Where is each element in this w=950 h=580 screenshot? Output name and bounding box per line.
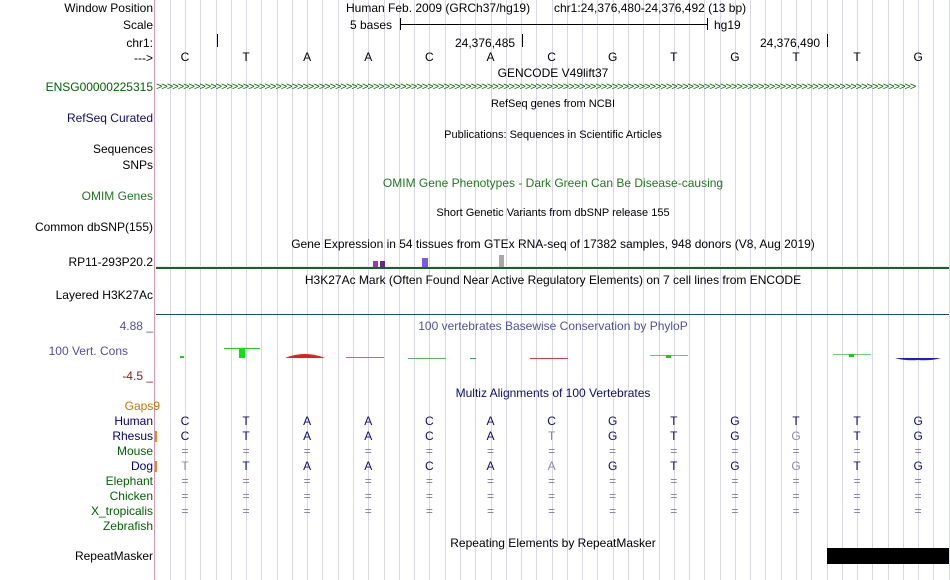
base-letter: G: [608, 50, 618, 64]
alignment-base: =: [609, 444, 617, 458]
gencode-track-title[interactable]: GENCODE V49lift37: [497, 66, 609, 80]
alignment-base: =: [914, 504, 922, 518]
repeatmasker-element[interactable]: [827, 548, 949, 564]
ruler-tick: [217, 34, 218, 47]
alignment-base: A: [486, 429, 495, 443]
phylop-signal[interactable]: [239, 348, 245, 358]
alignment-base: =: [792, 504, 800, 518]
alignment-base: C: [425, 459, 434, 473]
alignment-base: =: [548, 489, 556, 503]
alignment-base: G: [791, 459, 801, 473]
h3k27ac-track-title[interactable]: H3K27Ac Mark (Often Found Near Active Regulatory Elements) on 7 cell lines from ENCODE: [304, 273, 802, 287]
gaps9-label[interactable]: Gaps9: [124, 399, 160, 413]
scale-bar-text: 5 bases: [350, 18, 393, 32]
alignment-base: =: [670, 489, 678, 503]
alignment-base: =: [303, 504, 311, 518]
alignment-base: A: [547, 459, 556, 473]
base-letter: T: [792, 50, 800, 64]
alignment-base: C: [425, 414, 434, 428]
base-letter: T: [670, 50, 678, 64]
alignment-base: =: [425, 504, 433, 518]
alignment-base: T: [242, 459, 250, 473]
alignment-base: =: [181, 444, 189, 458]
alignment-base: A: [364, 459, 373, 473]
window-position-label: Window Position: [64, 1, 153, 15]
alignment-base: =: [181, 474, 189, 488]
alignment-base: =: [181, 504, 189, 518]
label-separator: [154, 0, 155, 580]
alignment-base: G: [608, 459, 618, 473]
base-letter: A: [303, 50, 312, 64]
alignment-base: =: [242, 489, 250, 503]
species-label-rhesus[interactable]: Rhesus: [112, 429, 153, 443]
base-letter: C: [425, 50, 434, 64]
alignment-base: =: [303, 444, 311, 458]
phylop-signal[interactable]: [895, 357, 941, 361]
phylop-signal[interactable]: [849, 354, 854, 357]
scale-bar-left-tick: [400, 18, 401, 30]
species-label-dog[interactable]: Dog: [130, 459, 153, 473]
base-letter: C: [547, 50, 556, 64]
alignment-base: G: [608, 414, 618, 428]
alignment-base: =: [364, 489, 372, 503]
alignment-base: T: [792, 414, 800, 428]
gencode-gene-feature[interactable]: >>>>>>>>>>>>>>>>>>>>>>>>>>>>>>>>>>>>>>>>>>>>>>>>>>>>>>>>>>>>>>>>>>>>>>>>>>>>>>>>>>>>>>>>>>>>>>>>>>>>>>>>>>>>>>>>>>>>>>>>>>>>>>>>>>>>>>>>>>>>: [156, 81, 916, 93]
alignment-base: =: [425, 489, 433, 503]
sequences-label[interactable]: Sequences: [92, 142, 153, 156]
alignment-base: A: [486, 414, 495, 428]
layered-h3k27ac-label[interactable]: Layered H3K27Ac: [55, 288, 153, 302]
cons-max-label: 4.88 _: [119, 319, 153, 333]
alignment-base: =: [792, 489, 800, 503]
alignment-base: =: [425, 444, 433, 458]
alignment-base: C: [180, 414, 190, 428]
alignment-base: =: [670, 504, 678, 518]
alignment-base: =: [425, 474, 433, 488]
alignment-base: =: [853, 489, 861, 503]
species-label-x_tropicalis[interactable]: X_tropicalis: [90, 504, 153, 518]
alignment-base: =: [242, 444, 250, 458]
position-range: chr1:24,376,480-24,376,492 (13 bp): [554, 1, 747, 15]
alignment-base: T: [670, 429, 678, 443]
scale-bar-right-tick: [707, 18, 708, 30]
base-letter: G: [730, 50, 740, 64]
base-letter: T: [853, 50, 861, 64]
omim-track-title[interactable]: OMIM Gene Phenotypes - Dark Green Can Be Disease-causing: [382, 176, 724, 190]
alignment-base: A: [364, 429, 373, 443]
refseq-track-title[interactable]: RefSeq genes from NCBI: [490, 98, 616, 110]
alignment-base: =: [853, 444, 861, 458]
alignment-base: A: [303, 414, 312, 428]
gtex-expression-bar[interactable]: [499, 255, 504, 267]
alignment-base: =: [364, 504, 372, 518]
alignment-base: T: [181, 459, 189, 473]
alignment-base: =: [548, 504, 556, 518]
alignment-base: =: [486, 489, 494, 503]
alignment-base: =: [486, 474, 494, 488]
publications-track-title[interactable]: Publications: Sequences in Scientific Articles: [444, 129, 662, 141]
alignment-base: =: [731, 489, 739, 503]
alignment-base: =: [609, 474, 617, 488]
base-letter: T: [242, 50, 250, 64]
scale-bar: [400, 24, 707, 25]
snps-label[interactable]: SNPs: [122, 158, 153, 172]
phylop-signal[interactable]: [346, 357, 384, 358]
alignment-base: =: [609, 504, 617, 518]
alignment-base: =: [670, 444, 678, 458]
alignment-base: T: [242, 414, 250, 428]
alignment-base: T: [853, 414, 861, 428]
scale-label: Scale: [122, 18, 153, 32]
alignment-base: =: [303, 474, 311, 488]
alignment-base: A: [364, 414, 373, 428]
base-letter: C: [180, 50, 190, 64]
ruler-tick: [522, 34, 523, 47]
species-label-mouse[interactable]: Mouse: [116, 444, 153, 458]
alignment-base: A: [486, 459, 495, 473]
alignment-base: =: [853, 504, 861, 518]
strand-arrow-label[interactable]: --->: [134, 51, 153, 65]
alignment-base: =: [731, 504, 739, 518]
species-label-zebrafish[interactable]: Zebrafish: [102, 519, 153, 533]
base-letter: G: [913, 50, 923, 64]
alignment-base: =: [486, 444, 494, 458]
h3k27ac-track-border: [156, 314, 949, 315]
alignment-base: G: [730, 429, 740, 443]
alignment-base: =: [914, 474, 922, 488]
alignment-base: G: [913, 429, 923, 443]
base-letter: A: [364, 50, 373, 64]
alignment-base: =: [548, 474, 556, 488]
scale-db: hg19: [714, 18, 741, 32]
vert-cons-label[interactable]: 100 Vert. Cons: [48, 344, 128, 358]
species-label-elephant[interactable]: Elephant: [105, 474, 153, 488]
phylop-signal[interactable]: [666, 355, 671, 358]
alignment-base: G: [608, 429, 618, 443]
alignment-base: G: [730, 459, 740, 473]
alignment-base: T: [670, 414, 678, 428]
assembly-name: Human Feb. 2009 (GRCh37/hg19): [346, 1, 531, 15]
alignment-base: =: [364, 474, 372, 488]
alignment-base: T: [670, 459, 678, 473]
alignment-base: =: [303, 489, 311, 503]
alignment-base: C: [547, 414, 556, 428]
phylop-signal[interactable]: [530, 358, 568, 359]
alignment-base: =: [853, 474, 861, 488]
alignment-base: T: [853, 429, 861, 443]
alignment-base: =: [670, 474, 678, 488]
alignment-base: =: [548, 444, 556, 458]
alignment-break-marker: [155, 431, 157, 442]
phylop-signal[interactable]: [470, 358, 476, 359]
repeatmasker-label[interactable]: RepeatMasker: [74, 549, 153, 563]
chrom-label: chr1:: [126, 36, 153, 50]
gene-id-label[interactable]: ENSG00000225315: [45, 80, 153, 94]
alignment-base: T: [547, 429, 556, 443]
phylop-signal[interactable]: [180, 356, 184, 358]
gtex-expression-bar[interactable]: [422, 258, 428, 267]
common-dbsnp-label[interactable]: Common dbSNP(155): [34, 220, 153, 234]
alignment-base: A: [303, 459, 312, 473]
alignment-base: =: [792, 474, 800, 488]
alignment-base: G: [791, 429, 801, 443]
alignment-base: G: [913, 459, 923, 473]
alignment-base: =: [242, 504, 250, 518]
alignment-base: =: [242, 474, 250, 488]
alignment-break-marker: [155, 461, 157, 472]
alignment-base: =: [914, 489, 922, 503]
cons-min-label: -4.5 _: [122, 369, 153, 383]
phylop-track-title[interactable]: 100 vertebrates Basewise Conservation by PhyloP: [418, 319, 688, 333]
alignment-base: =: [731, 474, 739, 488]
species-label-chicken[interactable]: Chicken: [109, 489, 153, 503]
alignment-base: =: [486, 504, 494, 518]
gtex-track-title[interactable]: Gene Expression in 54 tissues from GTEx RNA-seq of 17382 samples, 948 donors (V8, Aug 2019): [291, 237, 815, 251]
dbsnp-track-title[interactable]: Short Genetic Variants from dbSNP release 155: [436, 207, 670, 219]
multiz-track-title[interactable]: Multiz Alignments of 100 Vertebrates: [455, 386, 651, 400]
alignment-base: A: [303, 429, 312, 443]
phylop-signal[interactable]: [408, 358, 446, 359]
alignment-base: C: [180, 429, 190, 443]
alignment-base: =: [364, 444, 372, 458]
alignment-base: T: [853, 459, 861, 473]
alignment-base: =: [609, 489, 617, 503]
rp11-gene-label[interactable]: RP11-293P20.2: [68, 255, 153, 269]
alignment-base: =: [792, 444, 800, 458]
base-letter: A: [486, 50, 495, 64]
species-label-human[interactable]: Human: [114, 414, 153, 428]
phylop-signal[interactable]: [285, 350, 325, 360]
alignment-base: T: [242, 429, 250, 443]
alignment-base: =: [731, 444, 739, 458]
ruler-tick: [827, 34, 828, 47]
alignment-base: G: [730, 414, 740, 428]
alignment-base: C: [425, 429, 434, 443]
alignment-base: =: [914, 444, 922, 458]
refseq-curated-label[interactable]: RefSeq Curated: [66, 111, 153, 125]
gtex-track-border: [156, 267, 949, 269]
repeatmasker-track-title[interactable]: Repeating Elements by RepeatMasker: [450, 536, 656, 550]
omim-genes-label[interactable]: OMIM Genes: [81, 189, 153, 203]
ruler-coord-2: 24,376,490: [760, 36, 821, 50]
ruler-coord-1: 24,376,485: [455, 36, 516, 50]
alignment-base: =: [181, 489, 189, 503]
alignment-base: G: [913, 414, 923, 428]
